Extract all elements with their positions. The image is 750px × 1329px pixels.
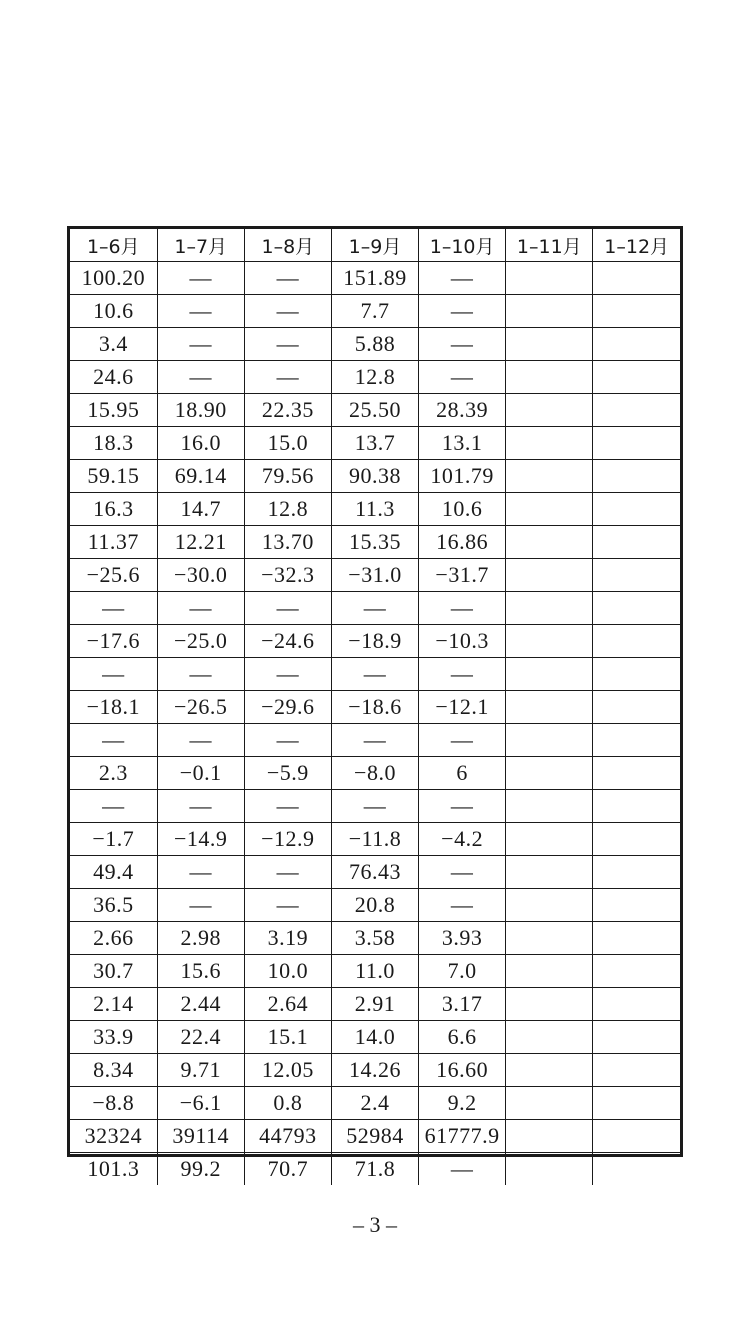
table-row (70, 493, 680, 526)
table-cell (593, 361, 680, 394)
table-cell (593, 262, 680, 295)
table-row (70, 922, 680, 955)
table-cell: −6.1 (157, 1087, 244, 1120)
table-cell (506, 394, 593, 427)
table-cell: — (331, 790, 418, 823)
table-cell (506, 922, 593, 955)
table-cell: 12.21 (157, 526, 244, 559)
table-cell (593, 724, 680, 757)
table-cell: 101.79 (419, 460, 506, 493)
table-cell: 28.39 (419, 394, 506, 427)
table-cell: 2.64 (244, 988, 331, 1021)
table-row (70, 823, 680, 856)
table-cell: — (244, 790, 331, 823)
column-header: 1–12月 (593, 229, 680, 262)
table-cell (593, 955, 680, 988)
table-row (70, 394, 680, 427)
table-cell: 2.3 (70, 757, 157, 790)
table-cell: 101.3 (70, 1153, 157, 1186)
table-cell (593, 823, 680, 856)
table-cell: 18.90 (157, 394, 244, 427)
table-cell: 10.6 (70, 295, 157, 328)
table-row (70, 625, 680, 658)
table-cell (506, 889, 593, 922)
table-cell (506, 493, 593, 526)
table-cell: −4.2 (419, 823, 506, 856)
table-cell: −1.7 (70, 823, 157, 856)
table-cell (593, 460, 680, 493)
table-body (70, 262, 680, 1186)
page-number: – 3 – (353, 1212, 397, 1237)
table-cell (506, 592, 593, 625)
table-row (70, 328, 680, 361)
table-cell: 36.5 (70, 889, 157, 922)
table-row (70, 724, 680, 757)
table-cell: 69.14 (157, 460, 244, 493)
table-row (70, 427, 680, 460)
table-row (70, 1120, 680, 1153)
table-cell: −0.1 (157, 757, 244, 790)
table-cell (506, 691, 593, 724)
table-cell: −11.8 (331, 823, 418, 856)
table-row (70, 658, 680, 691)
table-cell (593, 394, 680, 427)
table-cell: −30.0 (157, 559, 244, 592)
table-cell: 99.2 (157, 1153, 244, 1186)
table-cell (506, 262, 593, 295)
table-cell: 15.1 (244, 1021, 331, 1054)
table-cell (506, 856, 593, 889)
table-cell: — (419, 658, 506, 691)
table-cell: 12.8 (331, 361, 418, 394)
statistics-table (70, 229, 680, 1185)
table-cell (506, 1153, 593, 1186)
table-cell: 15.0 (244, 427, 331, 460)
table-cell: — (70, 790, 157, 823)
table-cell (506, 361, 593, 394)
table-cell: 15.35 (331, 526, 418, 559)
table-cell (593, 625, 680, 658)
table-cell: — (70, 658, 157, 691)
table-cell (593, 1120, 680, 1153)
table-cell (506, 988, 593, 1021)
table-cell (506, 295, 593, 328)
table-cell: −12.9 (244, 823, 331, 856)
table-cell: — (70, 724, 157, 757)
table-cell: 25.50 (331, 394, 418, 427)
table-cell: 3.58 (331, 922, 418, 955)
table-cell: −17.6 (70, 625, 157, 658)
table-cell (593, 295, 680, 328)
table-cell (506, 1087, 593, 1120)
table-cell (506, 1054, 593, 1087)
table-cell: — (419, 856, 506, 889)
table-cell: 70.7 (244, 1153, 331, 1186)
table-cell: 71.8 (331, 1153, 418, 1186)
table-cell: 2.66 (70, 922, 157, 955)
table-cell: — (157, 856, 244, 889)
table-cell (593, 757, 680, 790)
table-cell: −10.3 (419, 625, 506, 658)
table-row (70, 1153, 680, 1186)
table-cell: — (244, 361, 331, 394)
table-cell: 13.7 (331, 427, 418, 460)
statistics-table-frame (67, 226, 683, 1181)
table-cell: — (244, 295, 331, 328)
table-cell: 16.60 (419, 1054, 506, 1087)
table-cell: — (244, 724, 331, 757)
column-header: 1–6月 (70, 229, 157, 262)
table-cell: 14.0 (331, 1021, 418, 1054)
table-cell: 14.7 (157, 493, 244, 526)
table-cell: 49.4 (70, 856, 157, 889)
table-row (70, 856, 680, 889)
table-cell: 16.86 (419, 526, 506, 559)
table-cell (506, 625, 593, 658)
table-cell (506, 955, 593, 988)
table-row (70, 889, 680, 922)
table-cell: — (157, 790, 244, 823)
table-row (70, 460, 680, 493)
column-header: 1–10月 (419, 229, 506, 262)
table-cell: 9.71 (157, 1054, 244, 1087)
table-cell: −5.9 (244, 757, 331, 790)
table-cell: — (331, 724, 418, 757)
table-cell: 10.6 (419, 493, 506, 526)
table-cell: 52984 (331, 1120, 418, 1153)
table-cell: 90.38 (331, 460, 418, 493)
table-cell (506, 1021, 593, 1054)
table-cell: 3.93 (419, 922, 506, 955)
table-cell (593, 592, 680, 625)
table-cell: — (419, 295, 506, 328)
table-cell: −12.1 (419, 691, 506, 724)
table-cell (593, 889, 680, 922)
table-cell (506, 724, 593, 757)
table-cell (506, 427, 593, 460)
table-cell: 5.88 (331, 328, 418, 361)
column-header: 1–8月 (244, 229, 331, 262)
table-cell (506, 757, 593, 790)
table-cell (593, 922, 680, 955)
table-cell: 22.4 (157, 1021, 244, 1054)
table-cell: — (70, 592, 157, 625)
table-cell (593, 328, 680, 361)
table-cell (593, 988, 680, 1021)
table-cell: 11.0 (331, 955, 418, 988)
table-cell: 3.19 (244, 922, 331, 955)
table-cell: 7.7 (331, 295, 418, 328)
table-cell: −18.1 (70, 691, 157, 724)
table-cell (593, 658, 680, 691)
table-cell: — (419, 889, 506, 922)
table-cell: 16.3 (70, 493, 157, 526)
table-cell: 100.20 (70, 262, 157, 295)
table-cell: 18.3 (70, 427, 157, 460)
table-cell: 12.05 (244, 1054, 331, 1087)
table-cell (593, 493, 680, 526)
table-cell: 16.0 (157, 427, 244, 460)
table-cell: 20.8 (331, 889, 418, 922)
table-cell (593, 790, 680, 823)
table-cell: 14.26 (331, 1054, 418, 1087)
table-cell: 2.91 (331, 988, 418, 1021)
table-cell: 6.6 (419, 1021, 506, 1054)
header-row (70, 229, 680, 262)
table-cell: — (419, 328, 506, 361)
table-cell: 24.6 (70, 361, 157, 394)
table-cell: 3.17 (419, 988, 506, 1021)
table-cell (506, 1120, 593, 1153)
table-cell: — (157, 262, 244, 295)
table-cell: — (419, 361, 506, 394)
table-cell: 15.95 (70, 394, 157, 427)
table-cell: 76.43 (331, 856, 418, 889)
table-cell: 151.89 (331, 262, 418, 295)
table-cell: — (157, 889, 244, 922)
table-cell: 79.56 (244, 460, 331, 493)
table-cell: — (157, 658, 244, 691)
table-cell: — (419, 592, 506, 625)
table-cell: 6 (419, 757, 506, 790)
table-cell (506, 559, 593, 592)
table-cell: 2.98 (157, 922, 244, 955)
table-cell (593, 1021, 680, 1054)
table-cell: 44793 (244, 1120, 331, 1153)
table-cell: — (157, 328, 244, 361)
table-cell: −31.0 (331, 559, 418, 592)
table-cell: — (419, 790, 506, 823)
table-cell: −31.7 (419, 559, 506, 592)
table-row (70, 262, 680, 295)
table-cell: −18.9 (331, 625, 418, 658)
table-cell (506, 658, 593, 691)
table-cell: 11.3 (331, 493, 418, 526)
table-row (70, 691, 680, 724)
table-cell: 2.44 (157, 988, 244, 1021)
table-cell: — (244, 262, 331, 295)
table-cell (506, 460, 593, 493)
table-cell: −29.6 (244, 691, 331, 724)
table-cell: — (244, 658, 331, 691)
table-cell: 7.0 (419, 955, 506, 988)
table-cell: — (157, 295, 244, 328)
table-cell: −25.6 (70, 559, 157, 592)
table-cell (593, 691, 680, 724)
table-cell: — (331, 592, 418, 625)
table-cell: — (419, 262, 506, 295)
table-header (70, 229, 680, 262)
table-cell: 2.14 (70, 988, 157, 1021)
table-cell: — (157, 361, 244, 394)
table-row (70, 526, 680, 559)
table-cell: 8.34 (70, 1054, 157, 1087)
table-cell: 12.8 (244, 493, 331, 526)
table-row (70, 361, 680, 394)
table-cell (593, 856, 680, 889)
table-cell: — (244, 328, 331, 361)
table-cell: 39114 (157, 1120, 244, 1153)
table-row (70, 295, 680, 328)
table-row (70, 1087, 680, 1120)
table-cell: 59.15 (70, 460, 157, 493)
table-cell: 32324 (70, 1120, 157, 1153)
table-row (70, 790, 680, 823)
table-cell (506, 790, 593, 823)
table-row (70, 559, 680, 592)
table-cell: 22.35 (244, 394, 331, 427)
table-cell: −32.3 (244, 559, 331, 592)
column-header: 1–9月 (331, 229, 418, 262)
table-cell (506, 823, 593, 856)
table-cell: — (157, 592, 244, 625)
table-cell: 33.9 (70, 1021, 157, 1054)
table-cell (593, 526, 680, 559)
table-cell: 13.1 (419, 427, 506, 460)
table-cell: — (157, 724, 244, 757)
table-cell: −8.0 (331, 757, 418, 790)
table-cell: −26.5 (157, 691, 244, 724)
table-row (70, 1021, 680, 1054)
table-row (70, 757, 680, 790)
table-cell: −8.8 (70, 1087, 157, 1120)
table-cell: −25.0 (157, 625, 244, 658)
table-cell (593, 1087, 680, 1120)
table-cell: — (244, 889, 331, 922)
table-cell: — (331, 658, 418, 691)
table-cell (506, 328, 593, 361)
table-cell: −18.6 (331, 691, 418, 724)
table-cell: 11.37 (70, 526, 157, 559)
table-row (70, 592, 680, 625)
table-cell: 30.7 (70, 955, 157, 988)
table-cell: 15.6 (157, 955, 244, 988)
table-cell: 61777.9 (419, 1120, 506, 1153)
column-header: 1–7月 (157, 229, 244, 262)
table-cell: — (244, 592, 331, 625)
table-cell: 10.0 (244, 955, 331, 988)
table-row (70, 955, 680, 988)
table-cell (506, 526, 593, 559)
table-cell: — (244, 856, 331, 889)
table-cell: 2.4 (331, 1087, 418, 1120)
table-cell (593, 427, 680, 460)
table-cell: −24.6 (244, 625, 331, 658)
table-row (70, 988, 680, 1021)
table-cell: — (419, 1153, 506, 1186)
table-cell: −14.9 (157, 823, 244, 856)
column-header: 1–11月 (506, 229, 593, 262)
table-row (70, 1054, 680, 1087)
table-cell (593, 1054, 680, 1087)
table-cell: 9.2 (419, 1087, 506, 1120)
table-cell (593, 559, 680, 592)
table-cell: 0.8 (244, 1087, 331, 1120)
table-cell: — (419, 724, 506, 757)
table-cell: 3.4 (70, 328, 157, 361)
table-cell (593, 1153, 680, 1186)
table-cell: 13.70 (244, 526, 331, 559)
